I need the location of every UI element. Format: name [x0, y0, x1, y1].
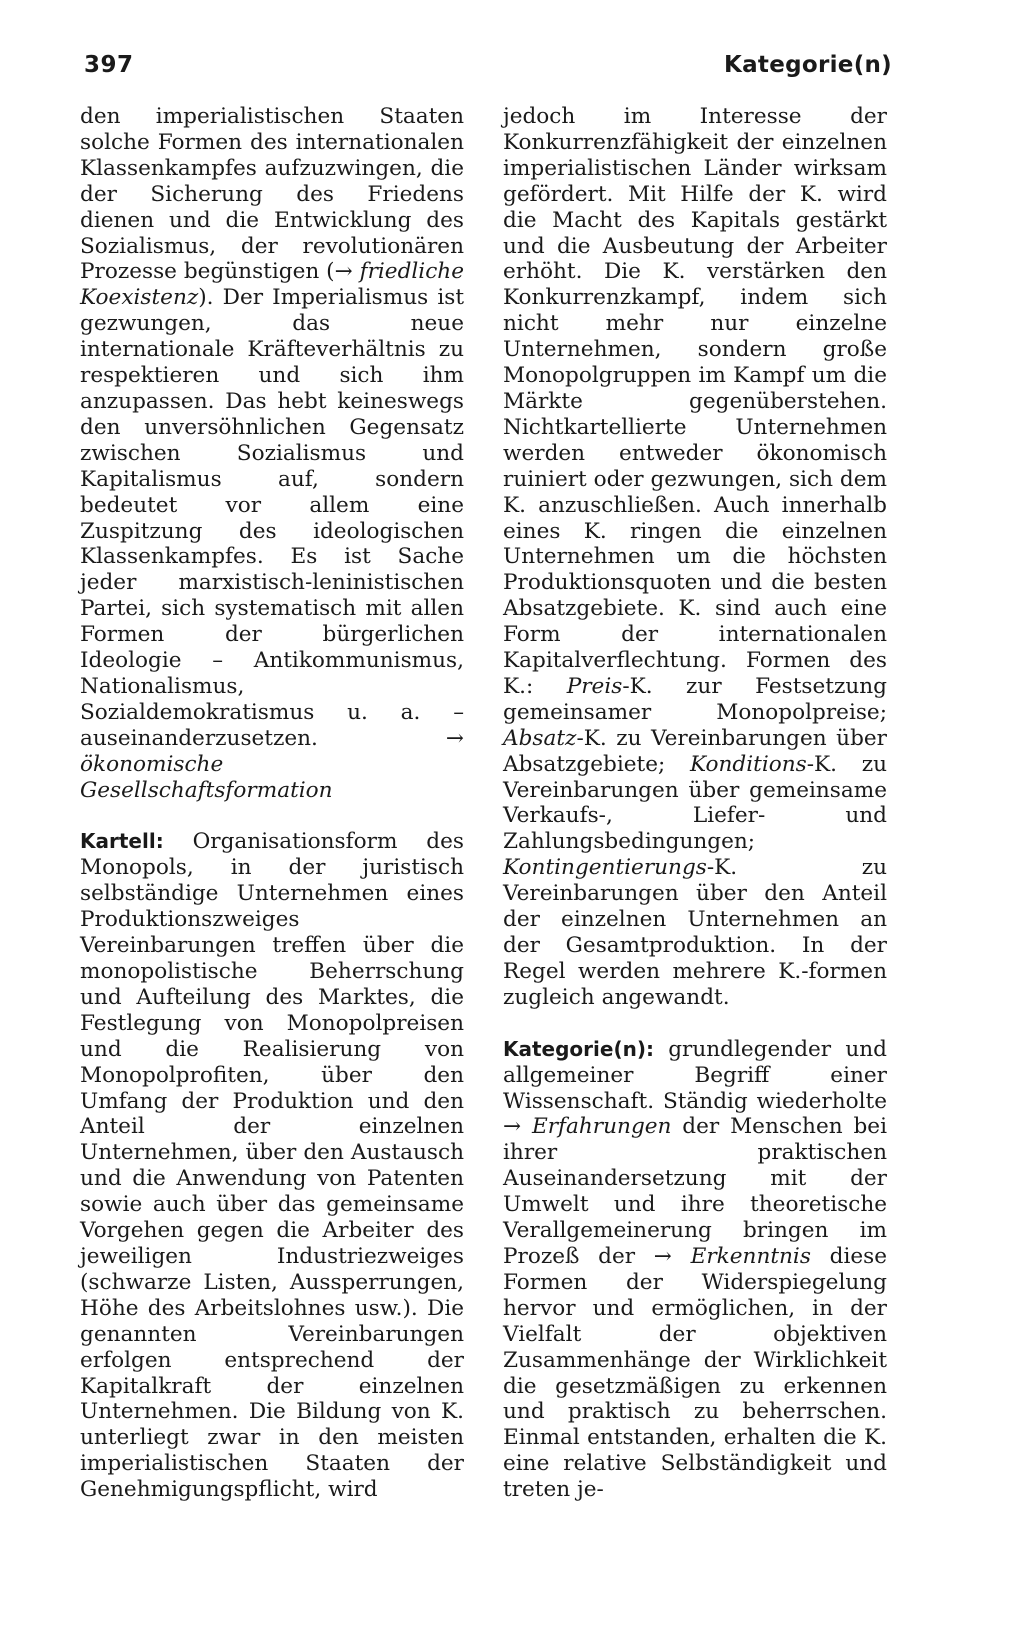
entry-text: jedoch im Interesse der Konkurrenzfähigkeit der einzelnen imperialistischen Länder wirksam gefördert. Mit Hilfe der K. wird die Macht des Kapitals gestärkt und die Ausbeutung der Arbeiter erhöht. Die K. verstärken den Konkurrenzkampf, indem sich nicht mehr nur einzelne Unternehmen, sondern große Monopolgruppen im Kampf um die Märkte gegenüberstehen. Nichtkartellierte Unternehmen werden entweder ökonomisch ruiniert oder gezwungen, sich dem K. anzuschließen. Auch innerhalb eines K. ringen die einzelnen Unternehmen um die höchsten Produktionsquoten und die besten Absatzgebiete. K. sind auch eine Form der internationalen Kapitalverflechtung. Formen des K.:	[503, 104, 887, 699]
entry-text: diese Formen der Widerspiegelung hervor und ermöglichen, in der Vielfalt der objektiven Zusammenhänge der Wirklichkeit die gesetzmäßigen zu erkennen und praktisch zu beherrschen. Einmal entstanden, erhalten die K. eine relative Selbständigkeit und treten je-	[503, 1243, 887, 1503]
running-head	[84, 52, 892, 86]
entry-keyword: Kartell:	[80, 829, 164, 854]
cross-reference: friedliche Koexistenz	[80, 259, 464, 311]
entry-keyword: Kategorie(n):	[503, 1036, 654, 1061]
page-number: 397	[84, 52, 134, 78]
continuation-text: den imperialistischen Staaten solche Formen des internationalen Klassenkampfes aufzuzwingen, die der Sicherung des Friedens dienen und die Entwicklung des Sozialismus, der revolutionären Prozesse begünstigen (	[80, 104, 464, 285]
cross-reference-arrow: →	[334, 259, 353, 285]
entry-continuation	[80, 104, 464, 803]
entry-kartell-continued	[503, 104, 887, 1011]
entry-text: der Menschen bei ihrer praktischen Auseinandersetzung mit der Umwelt und ihre theoretische Verallgemeinerung bringen im Prozeß der	[503, 1114, 887, 1269]
kartell-form-term: Kontingentierungs	[503, 855, 707, 881]
right-column	[503, 104, 887, 1503]
running-head-word: Kategorie(n)	[723, 52, 892, 78]
left-column	[80, 104, 464, 1503]
entry-text: -K. zur Festsetzung gemeinsamer Monopolpreise;	[503, 673, 887, 725]
kartell-form-term: Absatz	[503, 725, 577, 751]
continuation-text: ). Der Imperialismus ist gezwungen, das neue internationale Kräfteverhältnis zu respektieren und sich ihm anzupassen. Das hebt keineswegs den unversöhnlichen Gegensatz zwischen Sozialismus und Kapitalismus auf, sondern bedeutet vor allem eine Zuspitzung des ideologischen Klassenkampfes. Es ist Sache jeder marxistisch-leninistischen Partei, sich systematisch mit allen Formen der bürgerlichen Ideologie – Antikommunismus, Nationalismus, Sozialdemokratismus u. a. – auseinanderzusetzen.	[80, 285, 464, 751]
entry-text: -K. zu Vereinbarungen über den Anteil der einzelnen Unternehmen an der Gesamtproduktion. In der Regel werden mehrere K.-formen zugleich angewandt.	[503, 855, 887, 1010]
kartell-form-term: Preis	[566, 673, 623, 699]
cross-reference: Erkenntnis	[671, 1243, 811, 1269]
cross-reference: Erfahrungen	[521, 1114, 672, 1140]
cross-reference-arrow: →	[445, 725, 464, 751]
entry-kategorie	[503, 1037, 887, 1503]
entry-kartell	[80, 829, 464, 1503]
cross-reference: ökonomische Gesellschaftsformation	[80, 751, 333, 803]
entry-text: Organisationsform des Monopols, in der juristisch selbständige Unternehmen eines Produktionszweiges Vereinbarungen treffen über die monopolistische Beherrschung und Aufteilung des Marktes, die Festlegung von Monopolpreisen und die Realisierung von Monopolprofiten, über den Umfang der Produktion und den Anteil der einzelnen Unternehmen, über den Austausch und die Anwendung von Patenten sowie auch über das gemeinsame Vorgehen gegen die Arbeiter des jeweiligen Industriezweiges (schwarze Listen, Aussperrungen, Höhe des Arbeitslohnes usw.). Die genannten Vereinbarungen erfolgen entsprechend der Kapitalkraft der einzelnen Unternehmen. Die Bildung von K. unterliegt zwar in den meisten imperialistischen Staaten der Genehmigungspflicht, wird	[80, 829, 464, 1503]
entry-text: -K. zu Vereinbarungen über Absatzgebiete;	[503, 725, 887, 777]
kartell-form-term: Konditions	[689, 751, 807, 777]
entry-text: grundlegender und allgemeiner Begriff einer Wissenschaft. Ständig wiederholte	[503, 1036, 887, 1114]
cross-reference-arrow: →	[653, 1243, 672, 1269]
cross-reference-arrow: →	[503, 1114, 522, 1140]
entry-text: -K. zu Vereinbarungen über gemeinsame Verkaufs-, Liefer- und Zahlungsbedingungen;	[503, 751, 887, 855]
